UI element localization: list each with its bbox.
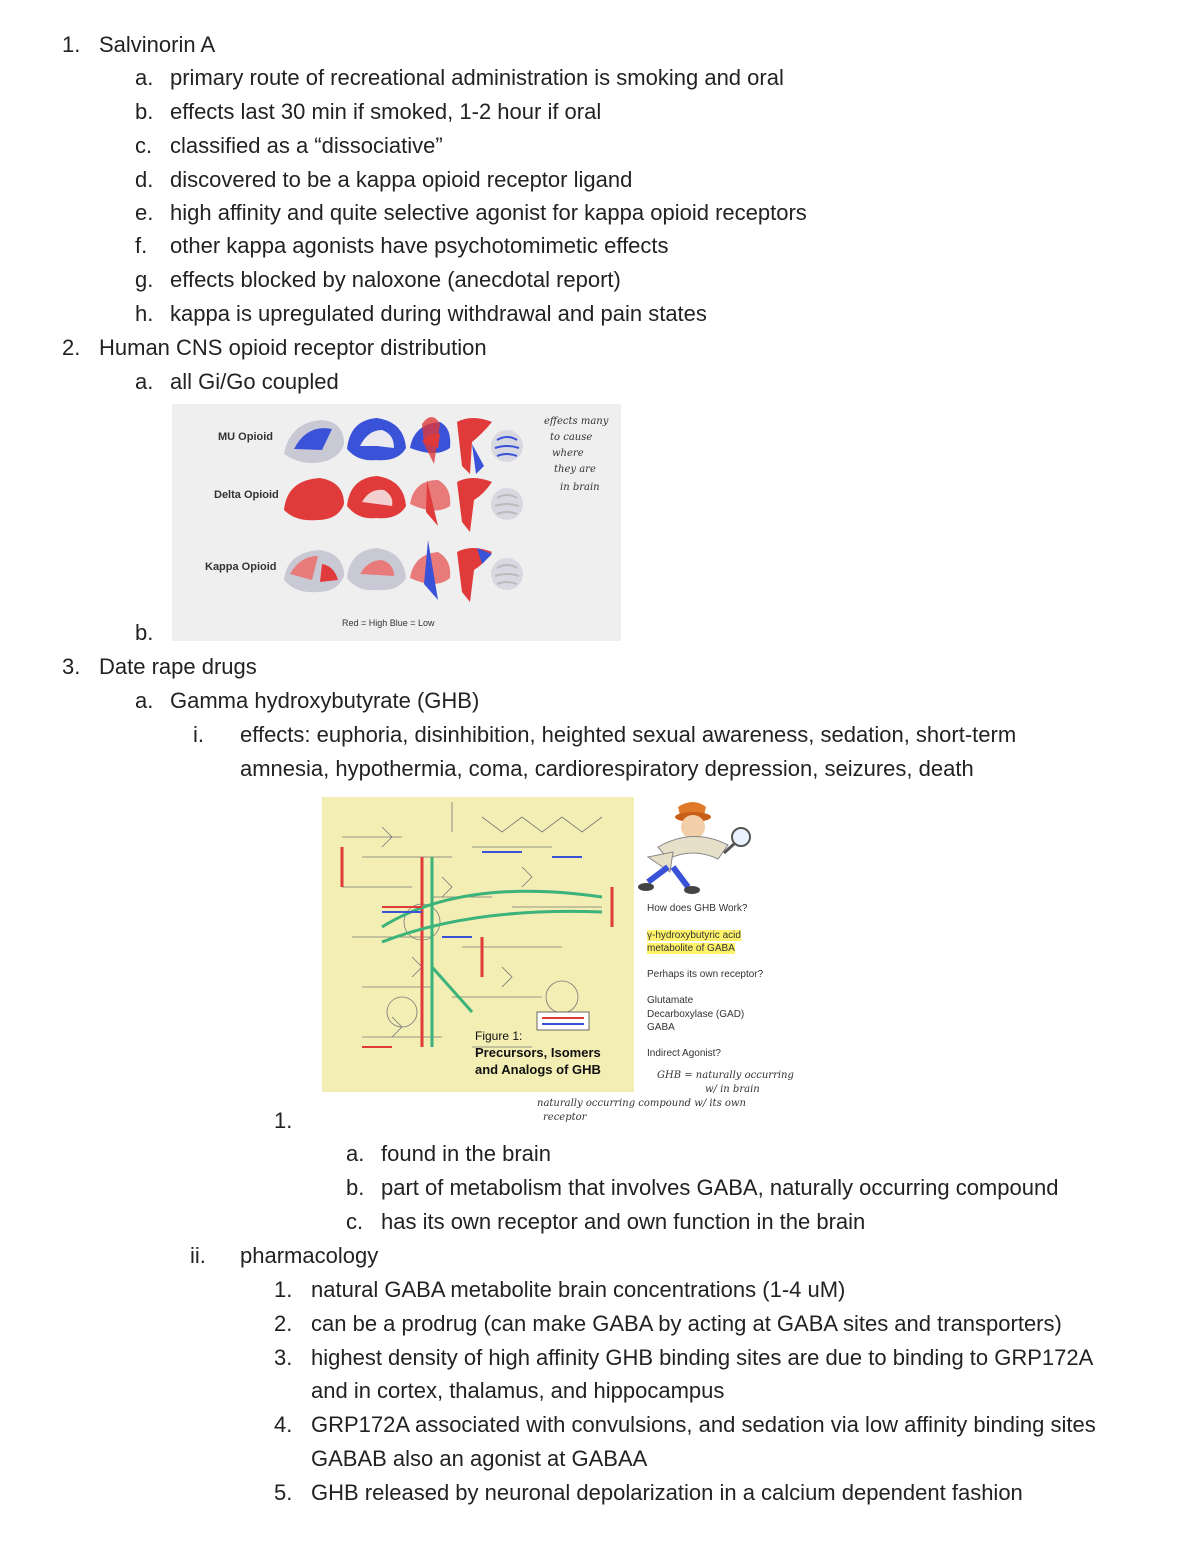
list-item: b. effects last 30 min if smoked, 1-2 hour if oral	[135, 99, 602, 124]
section-title: Human CNS opioid receptor distribution	[99, 335, 487, 360]
list-item: c. has its own receptor and own function in the brain	[346, 1209, 866, 1234]
mu-opioid-label: MU Opioid	[218, 431, 273, 443]
list-item: 2. can be a prodrug (can make GABA by acting at GABA sites and transporters)	[274, 1311, 1062, 1336]
list-item: d. discovered to be a kappa opioid receptor ligand	[135, 167, 633, 192]
list-marker: 1.	[62, 32, 81, 57]
side-note: How does GHB Work?	[647, 903, 748, 914]
list-item: a. Gamma hydroxybutyrate (GHB)	[135, 688, 480, 713]
side-note: Perhaps its own receptor?	[647, 969, 764, 980]
handwritten-note: to cause	[550, 432, 593, 443]
mu-row-brains	[284, 417, 523, 474]
list-item: a. primary route of recreational administration is smoking and oral	[135, 65, 784, 90]
side-note: GABA	[647, 1022, 675, 1033]
kappa-opioid-label: Kappa Opioid	[205, 561, 277, 573]
handwritten-note: they are	[554, 464, 596, 475]
handwritten-note: w/ in brain	[705, 1084, 760, 1095]
list-item-continuation: amnesia, hypothermia, coma, cardiorespiratory depression, seizures, death	[240, 756, 974, 781]
handwritten-note: effects many	[544, 416, 609, 427]
list-item: g. effects blocked by naloxone (anecdotal report)	[135, 267, 621, 292]
list-marker: 1.	[274, 1108, 293, 1133]
list-marker: 3.	[62, 654, 81, 679]
list-item: f. other kappa agonists have psychotomimetic effects	[135, 233, 669, 258]
figure-title-line2: Precursors, Isomers	[475, 1045, 601, 1060]
detective-cartoon-image	[638, 797, 758, 897]
handwritten-note: GHB = naturally occurring	[657, 1070, 794, 1081]
list-item: a. all Gi/Go coupled	[135, 369, 339, 394]
section-3-heading	[62, 653, 257, 681]
list-item: i. effects: euphoria, disinhibition, heighted sexual awareness, sedation, short-term	[193, 722, 1017, 747]
list-item-continuation: and in cortex, thalamus, and hippocampus	[311, 1378, 725, 1403]
list-item: 5. GHB released by neuronal depolarization in a calcium dependent fashion	[274, 1480, 1023, 1505]
section-2-heading	[62, 334, 487, 362]
list-item: 3. highest density of high affinity GHB binding sites are due to binding to GRP172A	[274, 1345, 1094, 1370]
ghb-precursors-figure	[322, 797, 634, 1092]
handwritten-note: where	[552, 448, 584, 459]
list-item: b.	[135, 620, 154, 645]
list-item: 1. natural GABA metabolite brain concentrations (1-4 uM)	[274, 1277, 846, 1302]
color-key-caption: Red = High Blue = Low	[342, 618, 435, 628]
side-note: Indirect Agonist?	[647, 1048, 721, 1059]
side-note: Glutamate	[647, 995, 694, 1006]
side-note-highlighted: metabolite of GABA	[647, 943, 735, 954]
delta-row-brains	[284, 476, 523, 532]
section-1-heading	[62, 31, 215, 59]
list-item: 4. GRP172A associated with convulsions, and sedation via low affinity binding sites	[274, 1412, 1096, 1437]
list-item-continuation: GABAB also an agonist at GABAA	[311, 1446, 648, 1471]
list-item: e. high affinity and quite selective agonist for kappa opioid receptors	[135, 200, 807, 225]
side-note: Decarboxylase (GAD)	[647, 1009, 745, 1020]
list-item: a. found in the brain	[346, 1141, 552, 1166]
side-note-highlighted: γ-hydroxybutyric acid	[647, 930, 741, 941]
opioid-distribution-figure	[172, 404, 621, 641]
list-item: c. classified as a “dissociative”	[135, 133, 443, 158]
figure-title-line1: Figure 1:	[475, 1029, 523, 1043]
handwritten-note: in brain	[560, 482, 600, 493]
section-title: Salvinorin A	[99, 32, 216, 57]
list-item: b. part of metabolism that involves GABA, naturally occurring compound	[346, 1175, 1059, 1200]
handwritten-note: receptor	[543, 1112, 587, 1123]
delta-opioid-label: Delta Opioid	[214, 489, 279, 501]
list-item: ii. pharmacology	[190, 1243, 379, 1268]
handwritten-note: naturally occurring compound w/ its own	[537, 1098, 746, 1109]
kappa-row-brains	[284, 540, 523, 602]
section-title: Date rape drugs	[99, 654, 257, 679]
figure-title-line3: and Analogs of GHB	[475, 1062, 601, 1077]
list-item: h. kappa is upregulated during withdrawal and pain states	[135, 301, 707, 326]
list-marker: 2.	[62, 335, 81, 360]
